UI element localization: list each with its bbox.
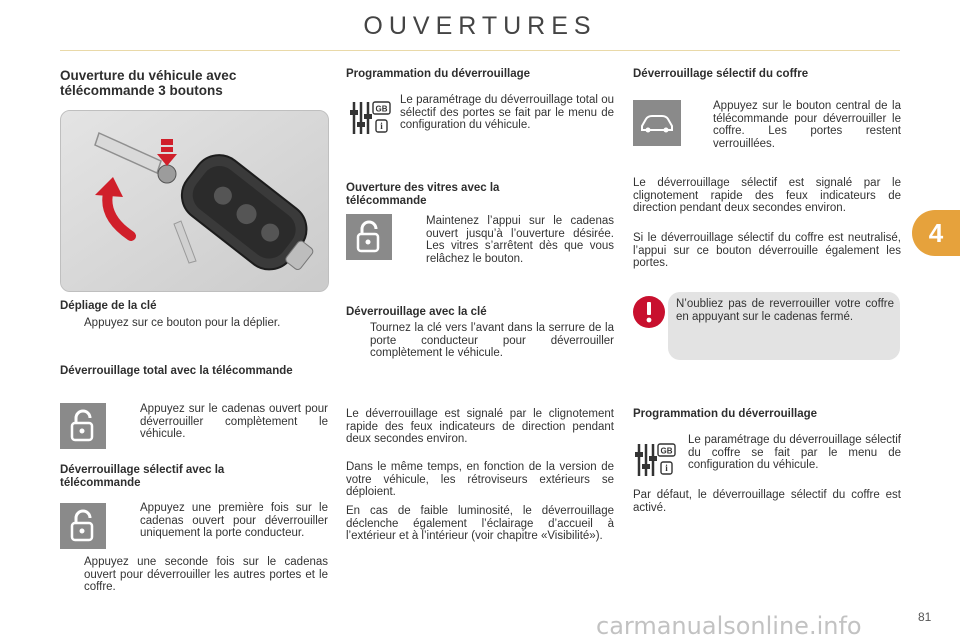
heading-boot-unlock: Déverrouillage sélectif du coffre — [633, 68, 809, 80]
watermark: carmanualsonline.info — [596, 612, 862, 640]
text-boot-default: Par défaut, le déverrouillage sélectif du coffre est activé. — [633, 489, 901, 514]
text-unlock-signal: Le déverrouillage est signalé par le clignotement rapide des feux indicateurs de direction pendant deux secondes environ. — [346, 408, 614, 446]
text-reminder: N’oubliez pas de reverrouiller votre coffre en appuyant sur le cadenas fermé. — [676, 298, 894, 323]
svg-text:GB: GB — [660, 446, 673, 456]
heading-window-opening: Ouverture des vitres avec la télécommande — [346, 182, 500, 207]
unlock-padlock-icon — [60, 403, 106, 449]
bullet-total-unlock: Appuyez sur le cadenas ouvert pour déverrouiller complètement le véhicule. — [140, 403, 328, 441]
bullet-selective-second-press: Appuyez une seconde fois sur le cadenas ouvert pour déverrouiller les autres portes et le coffre. — [84, 556, 328, 594]
text-boot-unlock-neutralised: Si le déverrouillage sélectif du coffre est neutralisé, l’appui sur ce bouton déverrouille également les portes. — [633, 232, 901, 270]
padlock-open-icon — [354, 220, 384, 254]
key-photo — [60, 110, 329, 292]
heading-key-unfold: Dépliage de la clé — [60, 300, 157, 312]
heading-total-unlock: Déverrouillage total avec la télécommande — [60, 365, 293, 377]
heading-selective-unlock: Déverrouillage sélectif avec la télécommande — [60, 464, 225, 489]
boot-car-icon — [633, 100, 681, 146]
svg-text:i: i — [665, 463, 668, 473]
svg-text:i: i — [380, 121, 383, 131]
padlock-open-icon — [68, 409, 98, 443]
section-heading-opening: Ouverture du véhicule avec télécommande 3 boutons — [60, 68, 237, 98]
chapter-tab[interactable]: 4 — [912, 210, 960, 256]
text-boot-programming: Le paramétrage du déverrouillage sélectif du coffre se fait par le menu de configuration du véhicule. — [688, 434, 901, 472]
text-welcome-lighting: En cas de faible luminosité, le déverrouillage déclenche également l’éclairage d’accueil à l’extérieur et à l’intérieur (voir chapitre «Visibilité»). — [346, 505, 614, 543]
header-divider — [60, 50, 900, 51]
heading-boot-programming: Programmation du déverrouillage — [633, 408, 818, 420]
text-unlock-programming: Le paramétrage du déverrouillage total ou sélectif des portes se fait par le menu de configuration du véhicule. — [400, 94, 614, 132]
bullet-key-unlock: Tournez la clé vers l’avant dans la serrure de la porte conducteur pour déverrouiller complètement le véhicule. — [370, 322, 614, 360]
warning-icon — [633, 296, 665, 328]
padlock-open-icon — [68, 509, 98, 543]
svg-text:GB: GB — [375, 104, 388, 114]
text-boot-unlock-signal: Le déverrouillage sélectif est signalé par le clignotement rapide des feux indicateurs de direction pendant deux secondes environ. — [633, 177, 901, 215]
heading-unlock-programming: Programmation du déverrouillage — [346, 68, 531, 80]
settings-gb-icon — [633, 440, 677, 480]
bullet-selective-first-press: Appuyez une première fois sur le cadenas ouvert pour déverrouiller uniquement la porte conducteur. — [140, 502, 328, 540]
bullet-key-unfold: Appuyez sur ce bouton pour la déplier. — [84, 317, 281, 329]
page-title: OUVERTURES — [363, 12, 597, 40]
unlock-padlock-icon — [60, 503, 106, 549]
heading-key-unlock: Déverrouillage avec la clé — [346, 306, 487, 318]
bullet-window-opening: Maintenez l’appui sur le cadenas ouvert jusqu’à l’ouverture désirée. Les vitres s’arrêtent dès que vous relâchez le bouton. — [426, 215, 614, 265]
remote-key-illustration — [61, 111, 328, 291]
settings-gb-icon — [348, 98, 392, 138]
bullet-boot-unlock: Appuyez sur le bouton central de la télécommande pour déverrouiller le coffre. Les portes restent verrouillées. — [713, 100, 901, 150]
text-mirrors-deploy: Dans le même temps, en fonction de la version de votre véhicule, les rétroviseurs extérieurs se déploient. — [346, 461, 614, 499]
unlock-padlock-icon — [346, 214, 392, 260]
page-number: 81 — [918, 610, 932, 624]
